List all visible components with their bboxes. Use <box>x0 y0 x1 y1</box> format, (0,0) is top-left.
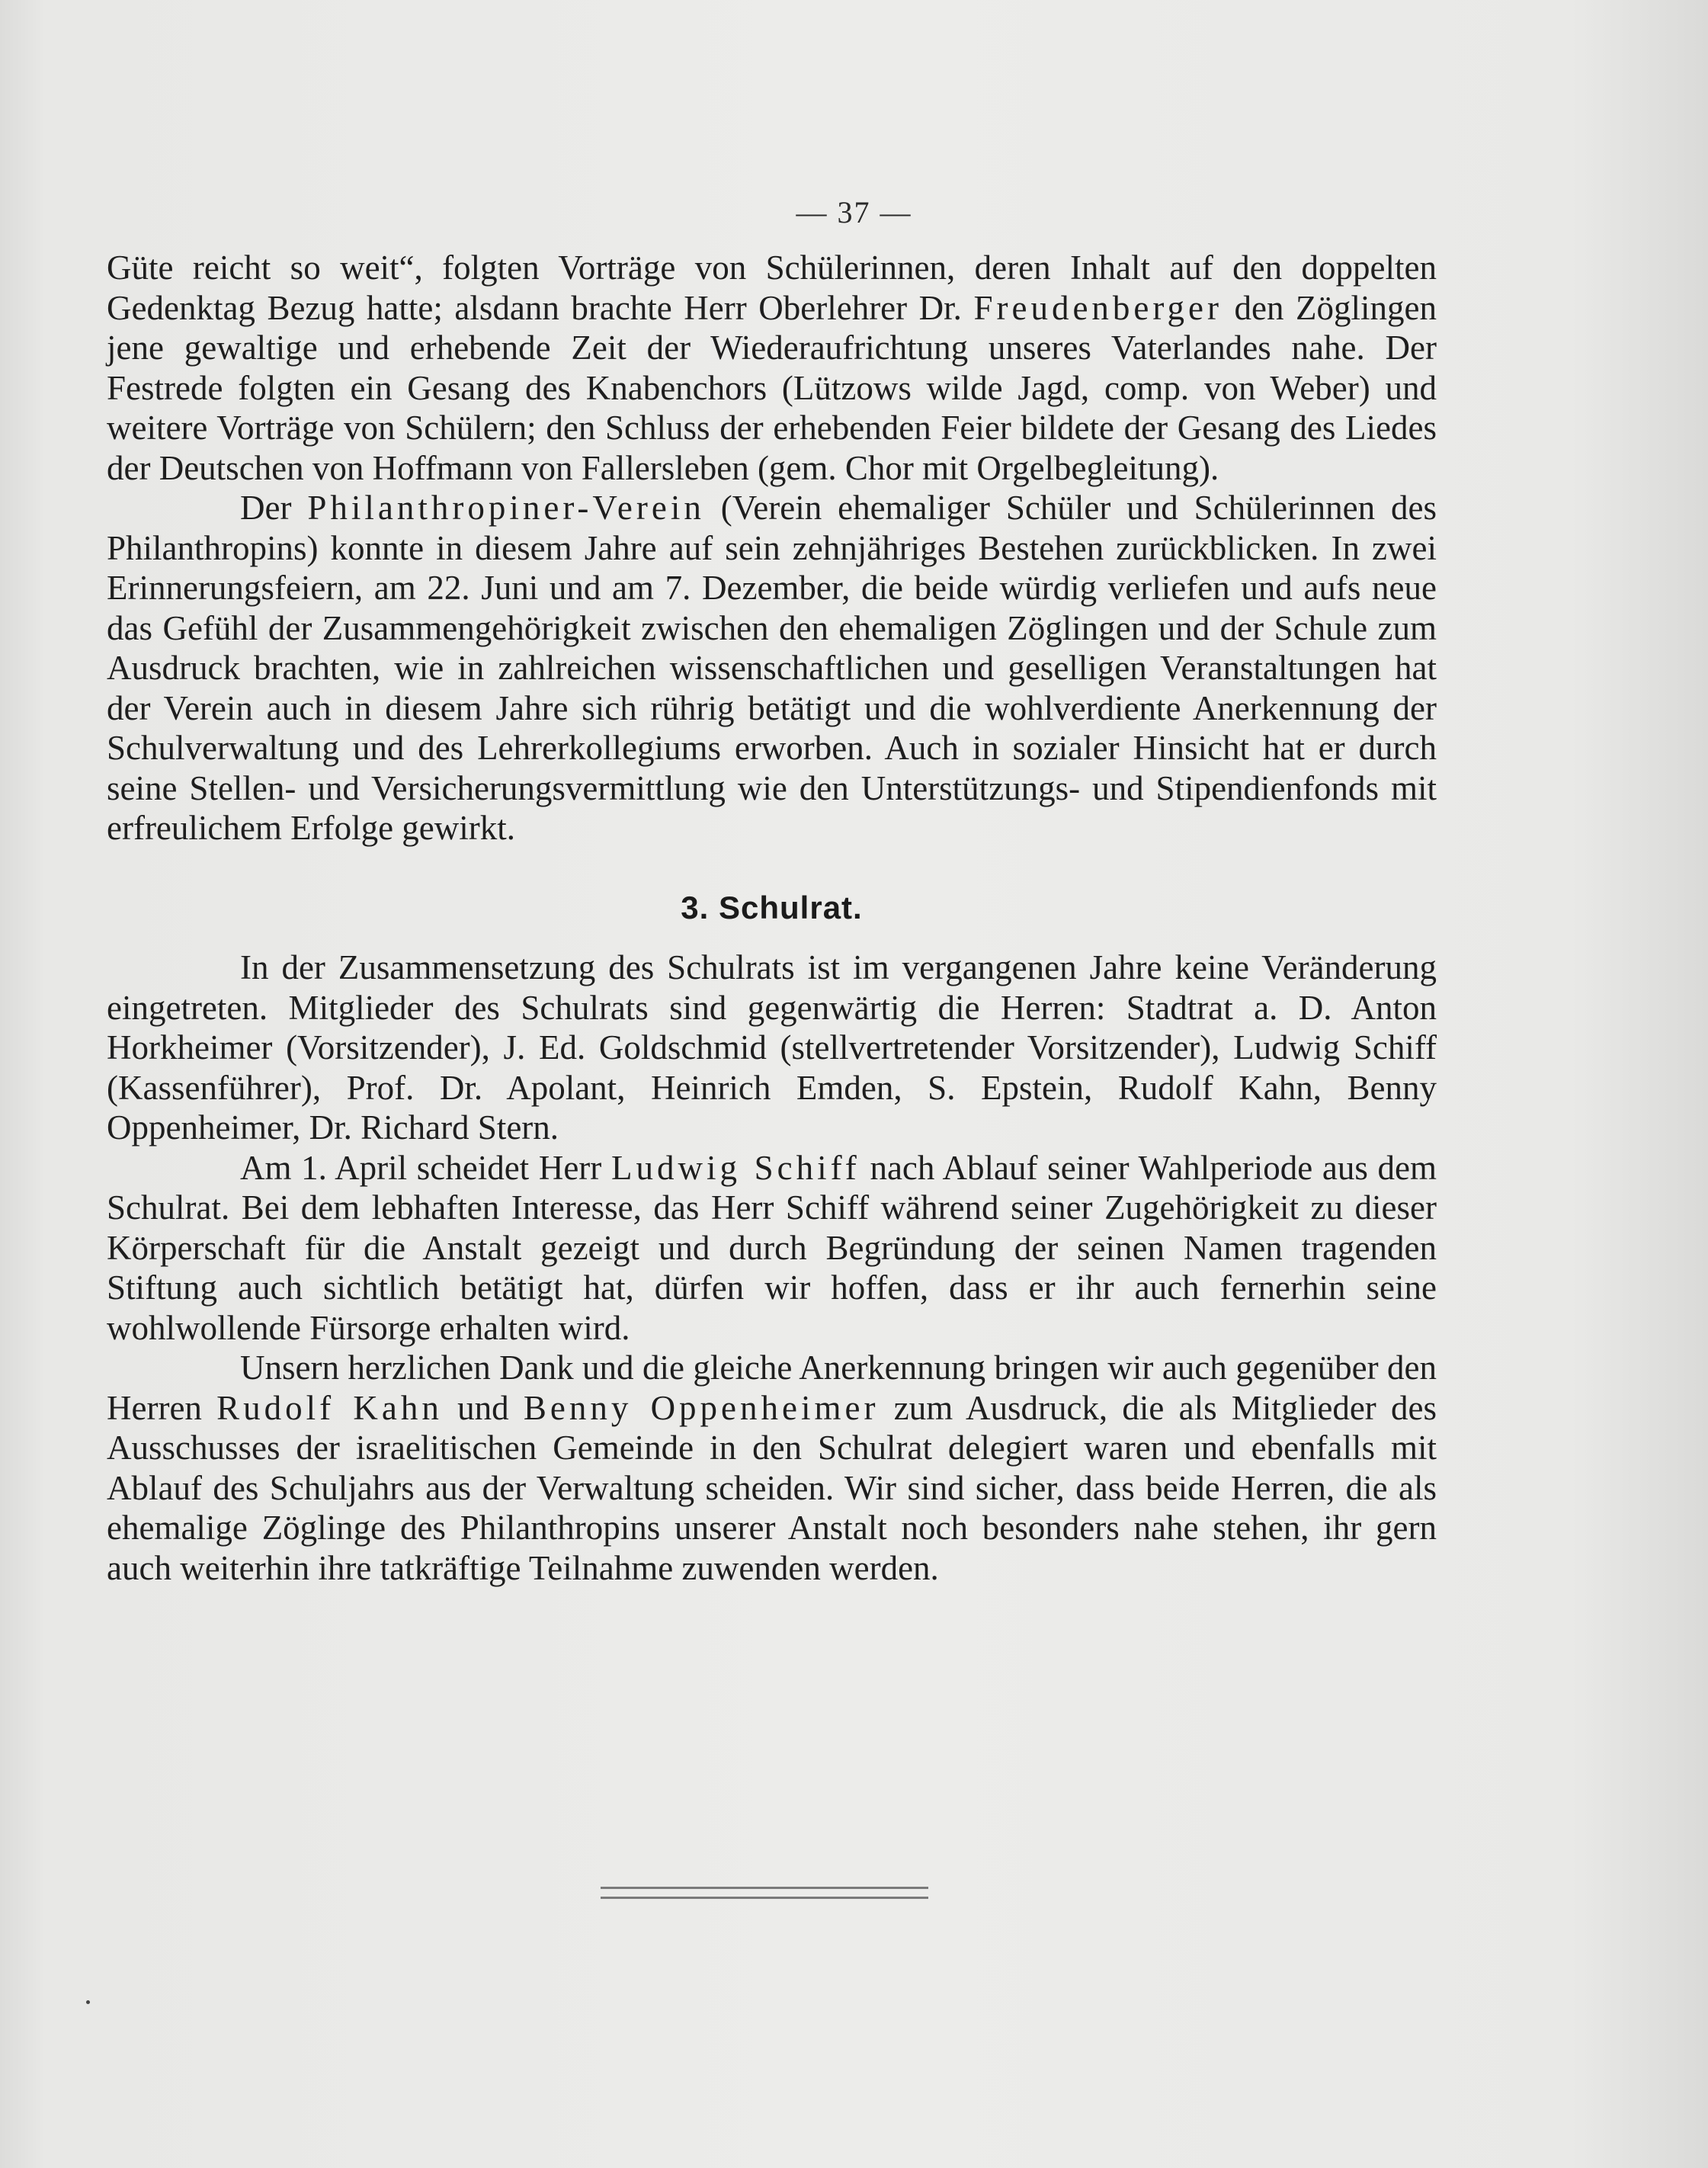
body-text <box>107 248 1437 1588</box>
paragraph-text: zum Ausdruck, die als Mitglieder des Ausschusses der israelitischen Gemeinde in den Schulrat delegiert waren und ebenfalls mit Ablauf des Schuljahrs aus der Verwaltung scheiden. Wir sind sicher, dass beide Herren, die als ehemalige Zöglinge des Philanthropins unserer Anstalt noch besonders nahe stehen, ihr gern auch weiterhin ihre tatkräftige Teilnahme zuwenden werden. <box>107 1388 1437 1587</box>
paragraph-text: (Verein ehemaliger Schüler und Schülerinnen des Philanthropins) konnte in diesem Jahre auf sein zehnjähriges Bestehen zurückblicken. In zwei Erinnerungsfeiern, am 22. Juni und am 7. Dezember, die beide würdig verliefen und aufs neue das Gefühl der Zusammengehörigkeit zwischen den ehemaligen Zöglingen und der Schule zum Ausdruck brachten, wie in zahlreichen wissenschaftlichen und geselligen Veranstaltungen hat der Verein auch in diesem Jahre sich rührig betätigt und die wohlverdiente Anerkennung der Schulverwaltung und des Lehrerkollegiums erworben. Auch in sozialer Hinsicht hat er durch seine Stellen- und Versicherungsvermittlung wie den Unterstützungs- und Stipendienfonds mit erfreulichem Erfolge gewirkt. <box>107 489 1437 847</box>
paragraph-text: Unsern herzlichen Dank und die gleiche Anerkennung bringen wir auch gegenüber den Herren <box>107 1349 1437 1427</box>
section-heading: 3. Schulrat. <box>681 889 863 925</box>
page-number: — 37 — <box>796 195 912 229</box>
paragraph-schulrat-members: In der Zusammensetzung des Schulrats ist im vergangenen Jahre keine Veränderung eingetreten. Mitglieder des Schulrats sind gegenwärtig die Herren: Stadtrat a. D. Anton Horkheimer (Vorsitzender), J. Ed. Goldschmid (stellvertretender Vorsitzender), Ludwig Schiff (Kassenführer), Prof. Dr. Apolant, Heinrich Emden, S. Epstein, Rudolf Kahn, Benny Oppenheimer, Dr. Richard Stern. <box>107 948 1437 1147</box>
paragraph-festival <box>107 248 1437 488</box>
name-spaced: Freudenberger <box>973 288 1223 327</box>
paragraph-text: den Zöglingen jene gewaltige und erhebende Zeit der Wiederaufrichtung unseres Vaterlandes nahe. Der Festrede folgten ein Gesang des Knabenchors (Lützows wilde Jagd, comp. von Weber) und weitere Vorträge von Schülern; den Schluss der erhebenden Feier bildete der Gesang des Liedes der Deutschen von Hoffmann von Fallersleben (gem. Chor mit Orgelbegleitung). <box>107 288 1437 487</box>
scan-speck <box>86 2000 90 2004</box>
name-spaced: Rudolf Kahn <box>216 1388 443 1427</box>
name-spaced: Philanthropiner-Verein <box>307 489 705 527</box>
paragraph-thanks <box>107 1348 1437 1588</box>
end-rule-divider <box>601 1887 928 1899</box>
paragraph-text: Güte reicht so weit“, folgten Vorträge von Schülerinnen, deren Inhalt auf den doppelten Gedenktag Bezug hatte; alsdann brachte Herr Oberlehrer Dr. <box>107 249 1437 327</box>
paragraph-text: Der <box>240 489 292 527</box>
paragraph-text: Am 1. April scheidet Herr <box>240 1148 602 1187</box>
paragraph-text: und <box>457 1388 509 1427</box>
paragraph-philanthropiner-verein <box>107 488 1437 848</box>
name-spaced: Ludwig Schiff <box>610 1148 860 1187</box>
paragraph-ludwig-schiff <box>107 1148 1437 1349</box>
name-spaced: Benny Oppenheimer <box>523 1388 880 1427</box>
paragraph-text: nach Ablauf seiner Wahlperiode aus dem Schulrat. Bei dem lebhaften Interesse, das Herr Schiff während seiner Zugehörigkeit zu dieser Körperschaft für die Anstalt gezeigt und durch Begründung der seinen Namen tragenden Stiftung auch sichtlich betätigt hat, dürfen wir hoffen, dass er ihr auch fernerhin seine wohlwollende Fürsorge erhalten wird. <box>107 1148 1437 1347</box>
